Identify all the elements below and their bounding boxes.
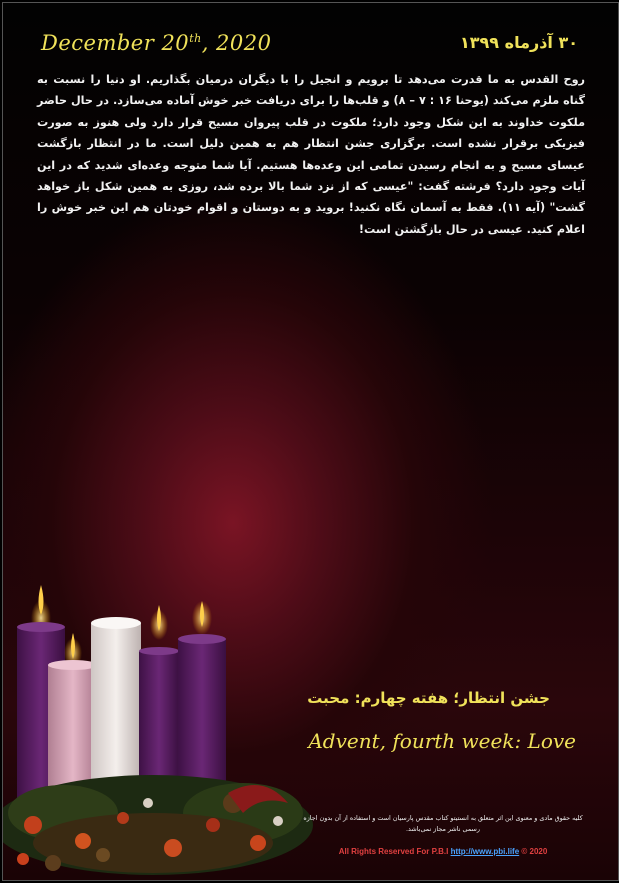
date-english [41, 31, 272, 55]
devotional-paragraph: روح القدس به ما قدرت می‌دهد تا برویم و انجیل را با دیگران درمیان بگذاریم. او دنیا را نسبت به گناه ملزم می‌کند (یوحنا ۱۶ : ۷ – ۸) و قلب‌ها را برای دریافت خبر خوش آماده می‌سازد. در حال حاضر ملکوت خداوند به این شکل وجود دارد؛ ملکوت در قلب پیروان مسیح قرار دارد ولی هنوز به صورت فیزیکی برقرار نشده است. برگزاری جشن انتظار هم به همین دلیل است. ما در انتظار بازگشت عیسای مسیح و به انجام رسیدن تمامی این وعده‌ها هستیم. آیا شما متوجه وعده‌ای شدید که در این آیات وجود دارد؟ فرشته گفت: "عیسی که از نزد شما بالا برده شد، روزی به همین شکل باز خواهد گشت" (آیه ۱۱). فقط به آسمان نگاه نکنید! بروید و به دوستان و اقوام خودتان هم این خبر خوش را اعلام کنید. عیسی در حال بازگشتن است! [37, 73, 586, 236]
wreath-foliage [3, 775, 313, 875]
date-english-year: , 2020 [201, 31, 272, 55]
page [2, 2, 619, 881]
rights-prefix: All Rights Reserved For P.B.I [338, 847, 451, 856]
advent-wreath-candles-image [3, 563, 323, 881]
date-english-main: December 20 [41, 31, 190, 55]
date-persian: ۳۰ آذرماه ۱۳۹۹ [460, 33, 578, 52]
rights-suffix: © 2020 [519, 847, 548, 856]
title-persian: جشن انتظار؛ هفته چهارم: محبت [307, 689, 550, 707]
copyright-notice-persian: کلیه حقوق مادی و معنوی این اثر متعلق به انستیتو کتاب مقدس پارسیان است و استفاده از آن بدون اجازه رسمی ناشر مجاز نمی‌باشد. [303, 814, 583, 833]
rights-line [303, 847, 583, 856]
pbi-website-link[interactable]: http://www.pbi.life [450, 847, 520, 856]
date-english-suffix: th [189, 32, 202, 45]
title-english: Advent, fourth week: Love [308, 729, 576, 753]
